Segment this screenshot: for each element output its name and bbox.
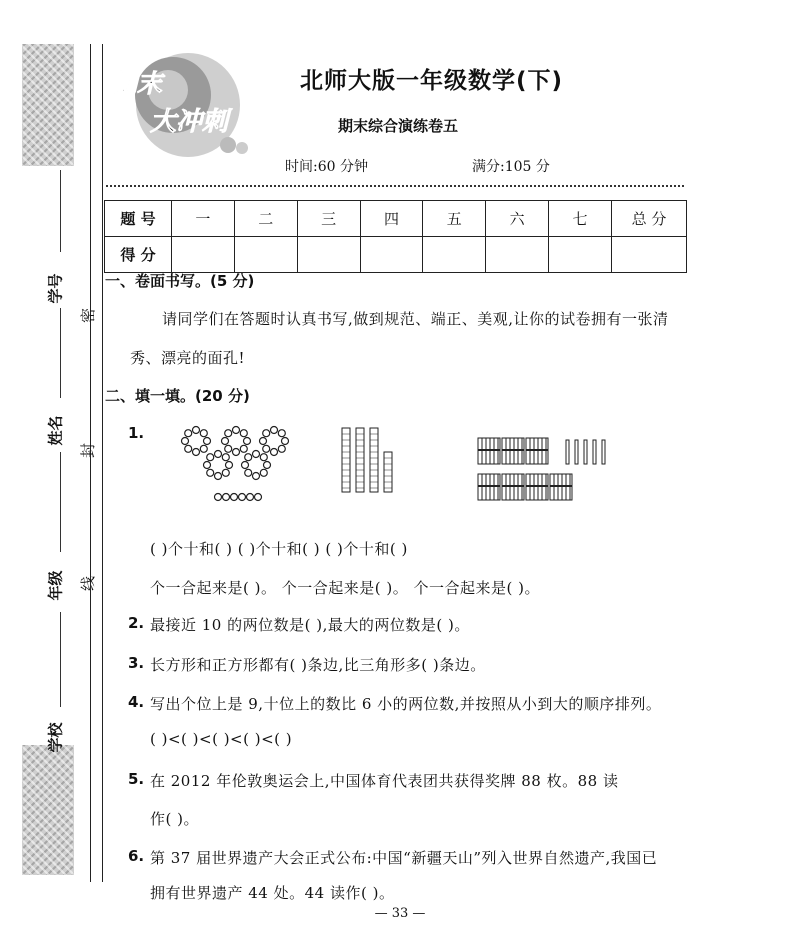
svg-text:大冲刺: 大冲刺 <box>150 107 229 137</box>
score-cell[interactable] <box>172 237 235 273</box>
stick-bundle <box>526 474 548 500</box>
score-cell[interactable] <box>612 237 687 273</box>
margin-rule-1 <box>90 44 91 882</box>
score-table <box>104 200 687 273</box>
q4-text: 写出个位上是 9,十位上的数比 6 小的两位数,并按照从小到大的顺序排列。 <box>150 695 662 713</box>
logo-qimo-dachongci <box>108 50 268 160</box>
header-divider <box>106 185 684 187</box>
exam-time: 时间:60 分钟 <box>285 159 368 175</box>
score-col-3: 三 <box>297 201 360 237</box>
exam-full-score: 满分:105 分 <box>472 159 550 175</box>
score-cell[interactable] <box>423 237 486 273</box>
score-table-score-row <box>105 237 687 273</box>
q6-text: 第 37 届世界遗产大会正式公布:中国“新疆天山”列入世界自然遗产,我国已 <box>150 849 658 867</box>
q1-blanks-row1[interactable]: ( )个十和( ) ( )个十和( ) ( )个十和( ) <box>150 540 408 558</box>
margin-pattern-top <box>22 44 74 166</box>
page-number: — 33 — <box>374 906 426 921</box>
score-col-7: 七 <box>549 201 612 237</box>
stick-bundle <box>502 474 524 500</box>
stick-bundle <box>478 474 500 500</box>
q6-number: 6. <box>128 847 145 865</box>
stick-bundle <box>478 438 500 464</box>
rods-figure <box>340 426 402 496</box>
score-row-label: 得 分 <box>105 237 172 273</box>
q2-text[interactable]: 最接近 10 的两位数是( ),最大的两位数是( )。 <box>150 616 470 634</box>
underline-name <box>60 308 61 398</box>
score-table-header-row <box>105 201 687 237</box>
page-title: 北师大版一年级数学(下) <box>300 68 564 94</box>
score-col-6: 六 <box>486 201 549 237</box>
score-col-total: 总 分 <box>612 201 687 237</box>
q1-blanks-row2[interactable]: 个一合起来是( )。 个一合起来是( )。 个一合起来是( )。 <box>150 579 540 597</box>
bead-ring <box>242 451 271 480</box>
section2-heading: 二、填一填。(20 分) <box>105 387 250 405</box>
margin-pattern-bottom <box>22 745 74 875</box>
seal-feng: 封 <box>79 442 98 459</box>
bead-ring <box>182 427 211 456</box>
stick-bundle <box>526 438 548 464</box>
q5-number: 5. <box>128 770 145 788</box>
label-school: 学校 <box>46 722 65 753</box>
score-cell[interactable] <box>486 237 549 273</box>
bead-ring <box>260 427 289 456</box>
section1-heading: 一、卷面书写。(5 分) <box>105 272 255 290</box>
score-cell[interactable] <box>360 237 423 273</box>
q4-number: 4. <box>128 693 145 711</box>
score-cell[interactable] <box>549 237 612 273</box>
q2-number: 2. <box>128 614 145 632</box>
beads-figure <box>180 425 290 505</box>
score-header-label: 题 号 <box>105 201 172 237</box>
svg-text:期末: 期末 <box>112 69 163 98</box>
score-col-5: 五 <box>423 201 486 237</box>
page-subtitle: 期末综合演练卷五 <box>338 117 459 135</box>
label-student-id: 学号 <box>46 273 65 304</box>
section1-text-line1: 请同学们在答题时认真书写,做到规范、端正、美观,让你的试卷拥有一张清 <box>162 310 669 328</box>
sticks-figure <box>476 436 616 504</box>
q4-blanks[interactable]: ( )<( )<( )<( )<( ) <box>150 730 293 748</box>
underline-student-id <box>60 170 61 252</box>
margin-rule-2 <box>102 44 103 882</box>
label-name: 姓名 <box>46 415 65 446</box>
score-col-2: 二 <box>234 201 297 237</box>
stick-bundle <box>550 474 572 500</box>
bead-ring <box>222 427 251 456</box>
q5-text-line2[interactable]: 作( )。 <box>150 810 199 828</box>
underline-school <box>60 612 61 707</box>
seal-mi: 密 <box>79 307 98 324</box>
label-grade: 年级 <box>46 570 65 601</box>
underline-grade <box>60 452 61 552</box>
score-cell[interactable] <box>297 237 360 273</box>
seal-xian: 线 <box>79 575 98 592</box>
score-col-4: 四 <box>360 201 423 237</box>
bead-ring <box>204 451 233 480</box>
score-cell[interactable] <box>234 237 297 273</box>
q3-text[interactable]: 长方形和正方形都有( )条边,比三角形多( )条边。 <box>150 656 486 674</box>
q1-number: 1. <box>128 424 145 442</box>
q6-text-line2[interactable]: 拥有世界遗产 44 处。44 读作( )。 <box>150 884 395 902</box>
q5-text: 在 2012 年伦敦奥运会上,中国体育代表团共获得奖牌 88 枚。88 读 <box>150 772 619 790</box>
section1-text-line2: 秀、漂亮的面孔! <box>130 349 246 367</box>
q3-number: 3. <box>128 654 145 672</box>
score-col-1: 一 <box>172 201 235 237</box>
stick-bundle <box>502 438 524 464</box>
